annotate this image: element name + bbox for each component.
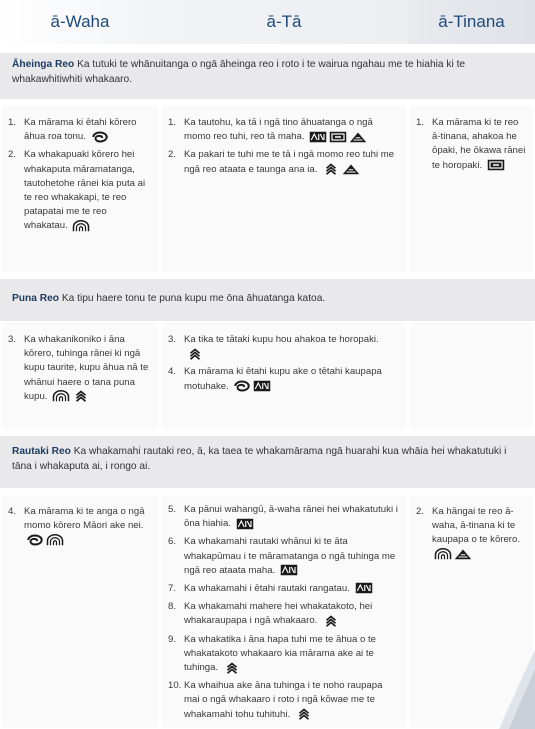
row-puna-reo (0, 321, 535, 431)
item-text: Ka whakamahi rautaki whānui ki te āta whakapūmau i te māramatanga o ngā tuhinga me ngā reo ataata maha. (184, 536, 396, 576)
item-text: Ka mārama ki te anga o ngā momo kōrero Māori ake nei. (24, 506, 145, 532)
chevron-icon (322, 163, 340, 175)
item-number: 2. (416, 506, 425, 517)
section-description: Ka whakamahi rautaki reo, ā, ka taea te whakamārama ngā huarahi kua whāia hei whakatutuki i tāna i whakaputa ai, i rongo ai. (12, 446, 507, 472)
arch-icon (46, 534, 64, 546)
section-title: Āheinga Reo (12, 59, 75, 70)
spiral-icon (233, 380, 251, 392)
list-item (168, 116, 400, 144)
mountain-icon (349, 131, 367, 143)
section-band-rautaki-reo (0, 436, 535, 488)
list-item (168, 582, 400, 596)
section-title: Rautaki Reo (12, 446, 71, 457)
item-number: 9. (168, 633, 177, 645)
item-text: Ka mārama ki te reo ā-tinana, ahakoa he ōpaki, he ōkawa rānei te horopaki. (432, 117, 526, 171)
item-text: Ka whakapuaki kōrero hei whakaputa māramatanga, tautohetohe rānei kia puta ai te reo whakakapi, te reo patapatai me te reo whakatau. (24, 149, 146, 232)
item-number: 4. (8, 506, 17, 517)
chevron-icon (186, 348, 204, 360)
item-text: Ka whakamahi mahere hei whakatakoto, hei whakaraupapa i ngā whakaaro. (184, 601, 373, 627)
spiral-icon (91, 131, 109, 143)
item-number: 6. (168, 536, 177, 548)
item-number: 3. (168, 334, 177, 345)
list-item (416, 116, 527, 173)
row-aheinga-reo (0, 104, 535, 274)
item-text: Ka mārama ki ētahi kupu ake o tētahi kaupapa motuhake. (184, 366, 382, 392)
cell-ta (160, 493, 408, 729)
arch-icon (434, 548, 452, 560)
section-description: Ka tutuki te whānuitanga o ngā āheinga reo i roto i te wairua ngahau me te hiahia ki te whakawhitiwhiti whakaaro. (12, 59, 466, 85)
item-number: 10. (168, 680, 182, 692)
pattern-icon (253, 380, 271, 392)
list-item (168, 633, 400, 676)
section-band-aheinga-reo (0, 53, 535, 99)
cell-waha (0, 104, 160, 274)
item-text: Ka pakari te tuhi me te tā i ngā momo reo tuhi me ngā reo ataata e taunga ana ia. (184, 149, 395, 175)
item-number: 8. (168, 601, 177, 613)
pattern-icon (280, 564, 298, 576)
item-number: 1. (8, 117, 17, 128)
section-band-puna-reo (0, 279, 535, 321)
cell-waha (0, 493, 160, 729)
chevron-icon (295, 708, 313, 720)
pattern-icon (355, 582, 373, 594)
cell-ta (160, 321, 408, 431)
chevron-icon (322, 615, 340, 627)
item-text: Ka whaihua ake āna tuhinga i te noho raupapa mai o ngā whakaaro i roto i ngā kōwae me te whakamahi tohu tuhituhi. (184, 680, 383, 720)
item-number: 1. (168, 117, 177, 128)
item-text: Ka whakamahi i ētahi rautaki rangatau. (184, 583, 350, 595)
row-rautaki-reo (0, 493, 535, 729)
cell-ta (160, 104, 408, 274)
chevron-icon (72, 390, 90, 402)
frame-icon (329, 131, 347, 143)
list-item (416, 505, 527, 562)
item-text: Ka tika te tātaki kupu hou ahakoa te horopaki. (184, 334, 379, 345)
cell-waha (0, 321, 160, 431)
chevron-icon (223, 662, 241, 674)
item-text: Ka hāngai te reo ā-waha, ā-tinana ki te kaupapa o te kōrero. (432, 506, 521, 546)
list-item (168, 535, 400, 578)
list-item (8, 505, 152, 548)
arch-icon (52, 390, 70, 402)
item-text: Ka mārama ki ētahi kōrero āhua roa tonu. (24, 117, 137, 143)
list-item (168, 333, 400, 361)
list-item (8, 116, 152, 144)
list-item (168, 503, 400, 531)
item-text: Ka tautohu, ka tā i ngā tino āhuatanga o ngā momo reo tuhi, reo tā maha. (184, 117, 373, 143)
item-number: 1. (416, 117, 425, 128)
list-item (8, 333, 152, 404)
header-waha: ā-Waha (0, 0, 160, 44)
list-item (168, 600, 400, 628)
item-number: 2. (8, 149, 17, 161)
cell-tinana (408, 104, 535, 274)
item-number: 5. (168, 504, 177, 515)
section-description: Ka tipu haere tonu te puna kupu me ōna āhuatanga katoa. (61, 293, 326, 304)
list-item (168, 679, 400, 722)
item-text: Ka pānui wahangū, ā-waha rānei hei whakatutuki i ōna hiahia. (184, 504, 398, 530)
spiral-icon (26, 534, 44, 546)
item-number: 2. (168, 149, 177, 161)
list-item (168, 148, 400, 176)
item-number: 4. (168, 366, 177, 378)
table-header (0, 0, 535, 44)
header-tinana: ā-Tinana (408, 0, 535, 44)
list-item (8, 148, 152, 233)
arch-icon (72, 220, 90, 232)
item-number: 3. (8, 334, 17, 345)
item-number: 7. (168, 583, 177, 595)
pattern-icon (309, 131, 327, 143)
item-text: Ka whakatika i āna hapa tuhi me te āhua o te whakatakoto whakaaro kia mārama ake ai te tuhinga. (184, 633, 377, 674)
item-text: Ka whakanikoniko i āna kōrero, tuhinga rānei ki ngā kupu taurite, kupu āhua nā te whānui haere o tana puna kupu. (24, 334, 149, 402)
section-title: Puna Reo (12, 293, 59, 304)
mountain-icon (342, 163, 360, 175)
cell-tinana (408, 321, 535, 431)
corner-decoration (495, 649, 535, 729)
mountain-icon (454, 548, 472, 560)
pattern-icon (236, 518, 254, 530)
list-item (168, 365, 400, 393)
frame-icon (487, 159, 505, 171)
header-ta: ā-Tā (160, 0, 408, 44)
